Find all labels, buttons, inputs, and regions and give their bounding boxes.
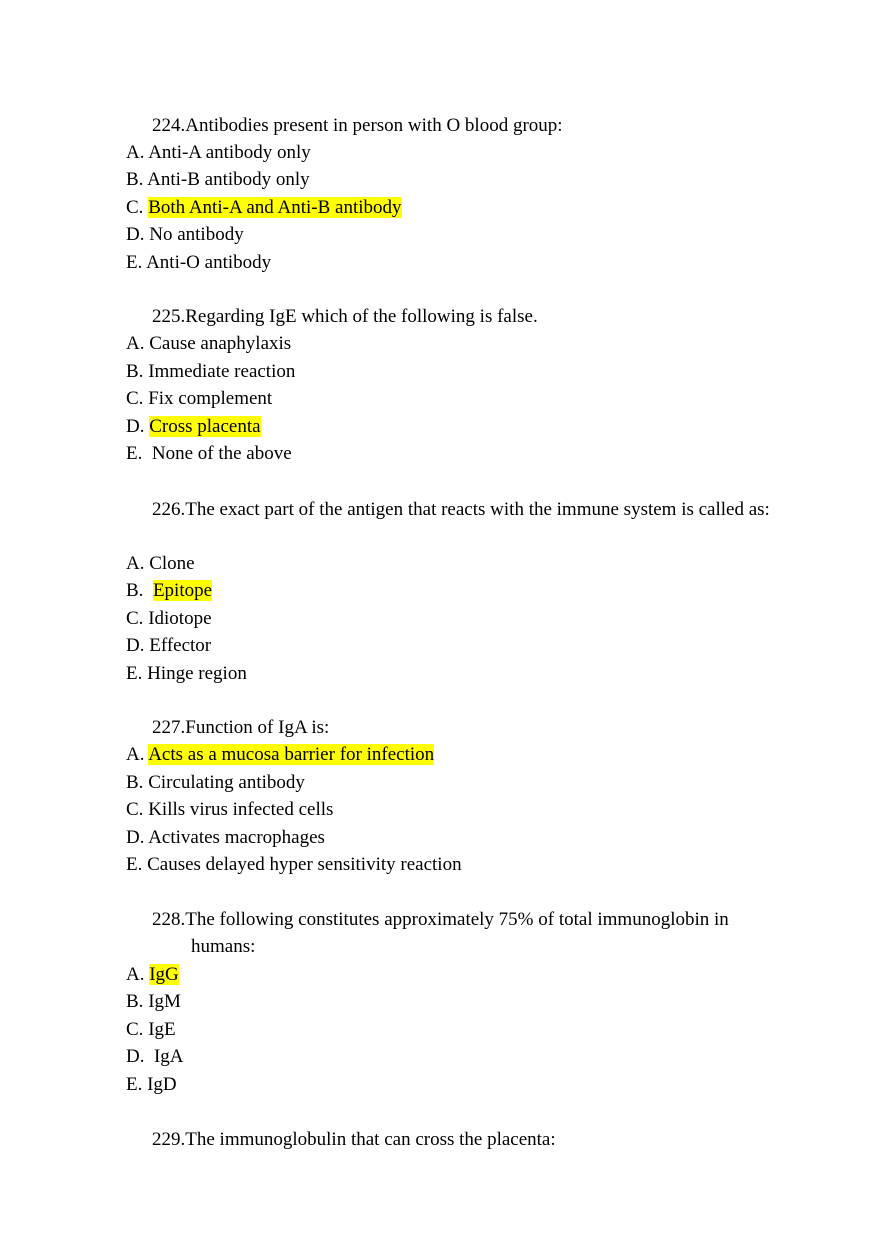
option-text: IgA bbox=[153, 1046, 184, 1067]
option-letter: D. bbox=[126, 416, 150, 437]
highlighted-answer: Acts as a mucosa barrier for infection bbox=[148, 744, 435, 765]
question-number: 225. bbox=[152, 306, 186, 327]
option-letter: D. bbox=[126, 224, 150, 245]
question-text: Function of IgA is: bbox=[185, 717, 330, 738]
question-229 bbox=[152, 1128, 556, 1152]
option bbox=[126, 990, 181, 1014]
option-text: Immediate reaction bbox=[148, 361, 296, 382]
option-text: Anti-B antibody only bbox=[147, 169, 310, 190]
question-text: The immunoglobulin that can cross the placenta: bbox=[185, 1129, 556, 1150]
option bbox=[126, 415, 261, 439]
option bbox=[126, 771, 305, 795]
option bbox=[126, 662, 247, 686]
option-text: Effector bbox=[149, 635, 212, 656]
option-letter: C. bbox=[126, 388, 149, 409]
option-text: Fix complement bbox=[148, 388, 273, 409]
option bbox=[126, 1018, 176, 1042]
question-number: 224. bbox=[152, 115, 186, 136]
option-text: None of the above bbox=[151, 443, 292, 464]
option-letter: B. bbox=[126, 772, 149, 793]
option-text: Circulating antibody bbox=[148, 772, 305, 793]
option-letter: B. bbox=[126, 361, 149, 382]
option-text: Kills virus infected cells bbox=[148, 799, 334, 820]
highlighted-answer: IgG bbox=[149, 964, 179, 985]
question-number: 226. bbox=[152, 499, 186, 520]
question-227 bbox=[152, 716, 329, 740]
option bbox=[126, 1073, 177, 1097]
option-text: No antibody bbox=[149, 224, 244, 245]
option bbox=[126, 743, 434, 767]
question-text: The following constitutes approximately 75% of total immunoglobin in bbox=[185, 909, 729, 930]
option bbox=[126, 607, 212, 631]
option-letter: B. bbox=[126, 169, 148, 190]
option-letter: A. bbox=[126, 333, 150, 354]
option-letter: C. bbox=[126, 608, 149, 629]
question-number: 227. bbox=[152, 717, 186, 738]
option-text: Activates macrophages bbox=[148, 827, 325, 848]
option-letter: E. bbox=[126, 1074, 148, 1095]
option-letter: E. bbox=[126, 252, 147, 273]
question-225 bbox=[152, 305, 538, 329]
option-letter: D. bbox=[126, 1046, 154, 1067]
highlighted-answer: Both Anti-A and Anti-B antibody bbox=[148, 197, 402, 218]
option bbox=[126, 223, 244, 247]
question-text: Regarding IgE which of the following is false. bbox=[185, 306, 538, 327]
option-letter: E. bbox=[126, 663, 148, 684]
option-letter: B. bbox=[126, 580, 153, 601]
option-text: Hinge region bbox=[147, 663, 247, 684]
option bbox=[126, 141, 311, 165]
question-226 bbox=[152, 498, 770, 522]
question-text: Antibodies present in person with O blood group: bbox=[185, 115, 563, 136]
option-letter: C. bbox=[126, 1019, 149, 1040]
option bbox=[126, 552, 195, 576]
option-letter: A. bbox=[126, 964, 150, 985]
option-text: IgM bbox=[148, 991, 181, 1012]
option bbox=[126, 251, 271, 275]
option-text: Anti-O antibody bbox=[146, 252, 272, 273]
option bbox=[126, 360, 295, 384]
option bbox=[126, 168, 310, 192]
option bbox=[126, 853, 462, 877]
option-text: Cause anaphylaxis bbox=[149, 333, 292, 354]
option-text: IgD bbox=[147, 1074, 177, 1095]
option-text: Anti-A antibody only bbox=[148, 142, 311, 163]
question-number: 229. bbox=[152, 1129, 186, 1150]
option-letter: E. bbox=[126, 443, 152, 464]
option-letter: D. bbox=[126, 635, 150, 656]
option-letter: B. bbox=[126, 991, 149, 1012]
question-text-continued: humans: bbox=[191, 936, 256, 957]
option bbox=[126, 387, 272, 411]
option bbox=[126, 442, 292, 466]
option-letter: C. bbox=[126, 799, 149, 820]
option bbox=[126, 963, 179, 987]
option-letter: D. bbox=[126, 827, 149, 848]
highlighted-answer: Epitope bbox=[152, 580, 213, 601]
option-letter: C. bbox=[126, 197, 149, 218]
option-text: Causes delayed hyper sensitivity reaction bbox=[147, 854, 462, 875]
option-text: IgE bbox=[148, 1019, 176, 1040]
question-number: 228. bbox=[152, 909, 186, 930]
question-224 bbox=[152, 114, 563, 138]
option-letter: A. bbox=[126, 744, 149, 765]
option bbox=[126, 798, 333, 822]
option bbox=[126, 196, 402, 220]
option bbox=[126, 826, 325, 850]
option bbox=[126, 1045, 184, 1069]
option-text: Clone bbox=[149, 553, 195, 574]
option-letter: A. bbox=[126, 553, 150, 574]
question-text: The exact part of the antigen that reacts with the immune system is called as: bbox=[185, 499, 770, 520]
question-228 bbox=[152, 908, 729, 932]
option bbox=[126, 332, 291, 356]
highlighted-answer: Cross placenta bbox=[149, 416, 261, 437]
option bbox=[126, 579, 212, 603]
option-letter: A. bbox=[126, 142, 149, 163]
option-text: Idiotope bbox=[148, 608, 212, 629]
option bbox=[126, 634, 211, 658]
option-letter: E. bbox=[126, 854, 148, 875]
